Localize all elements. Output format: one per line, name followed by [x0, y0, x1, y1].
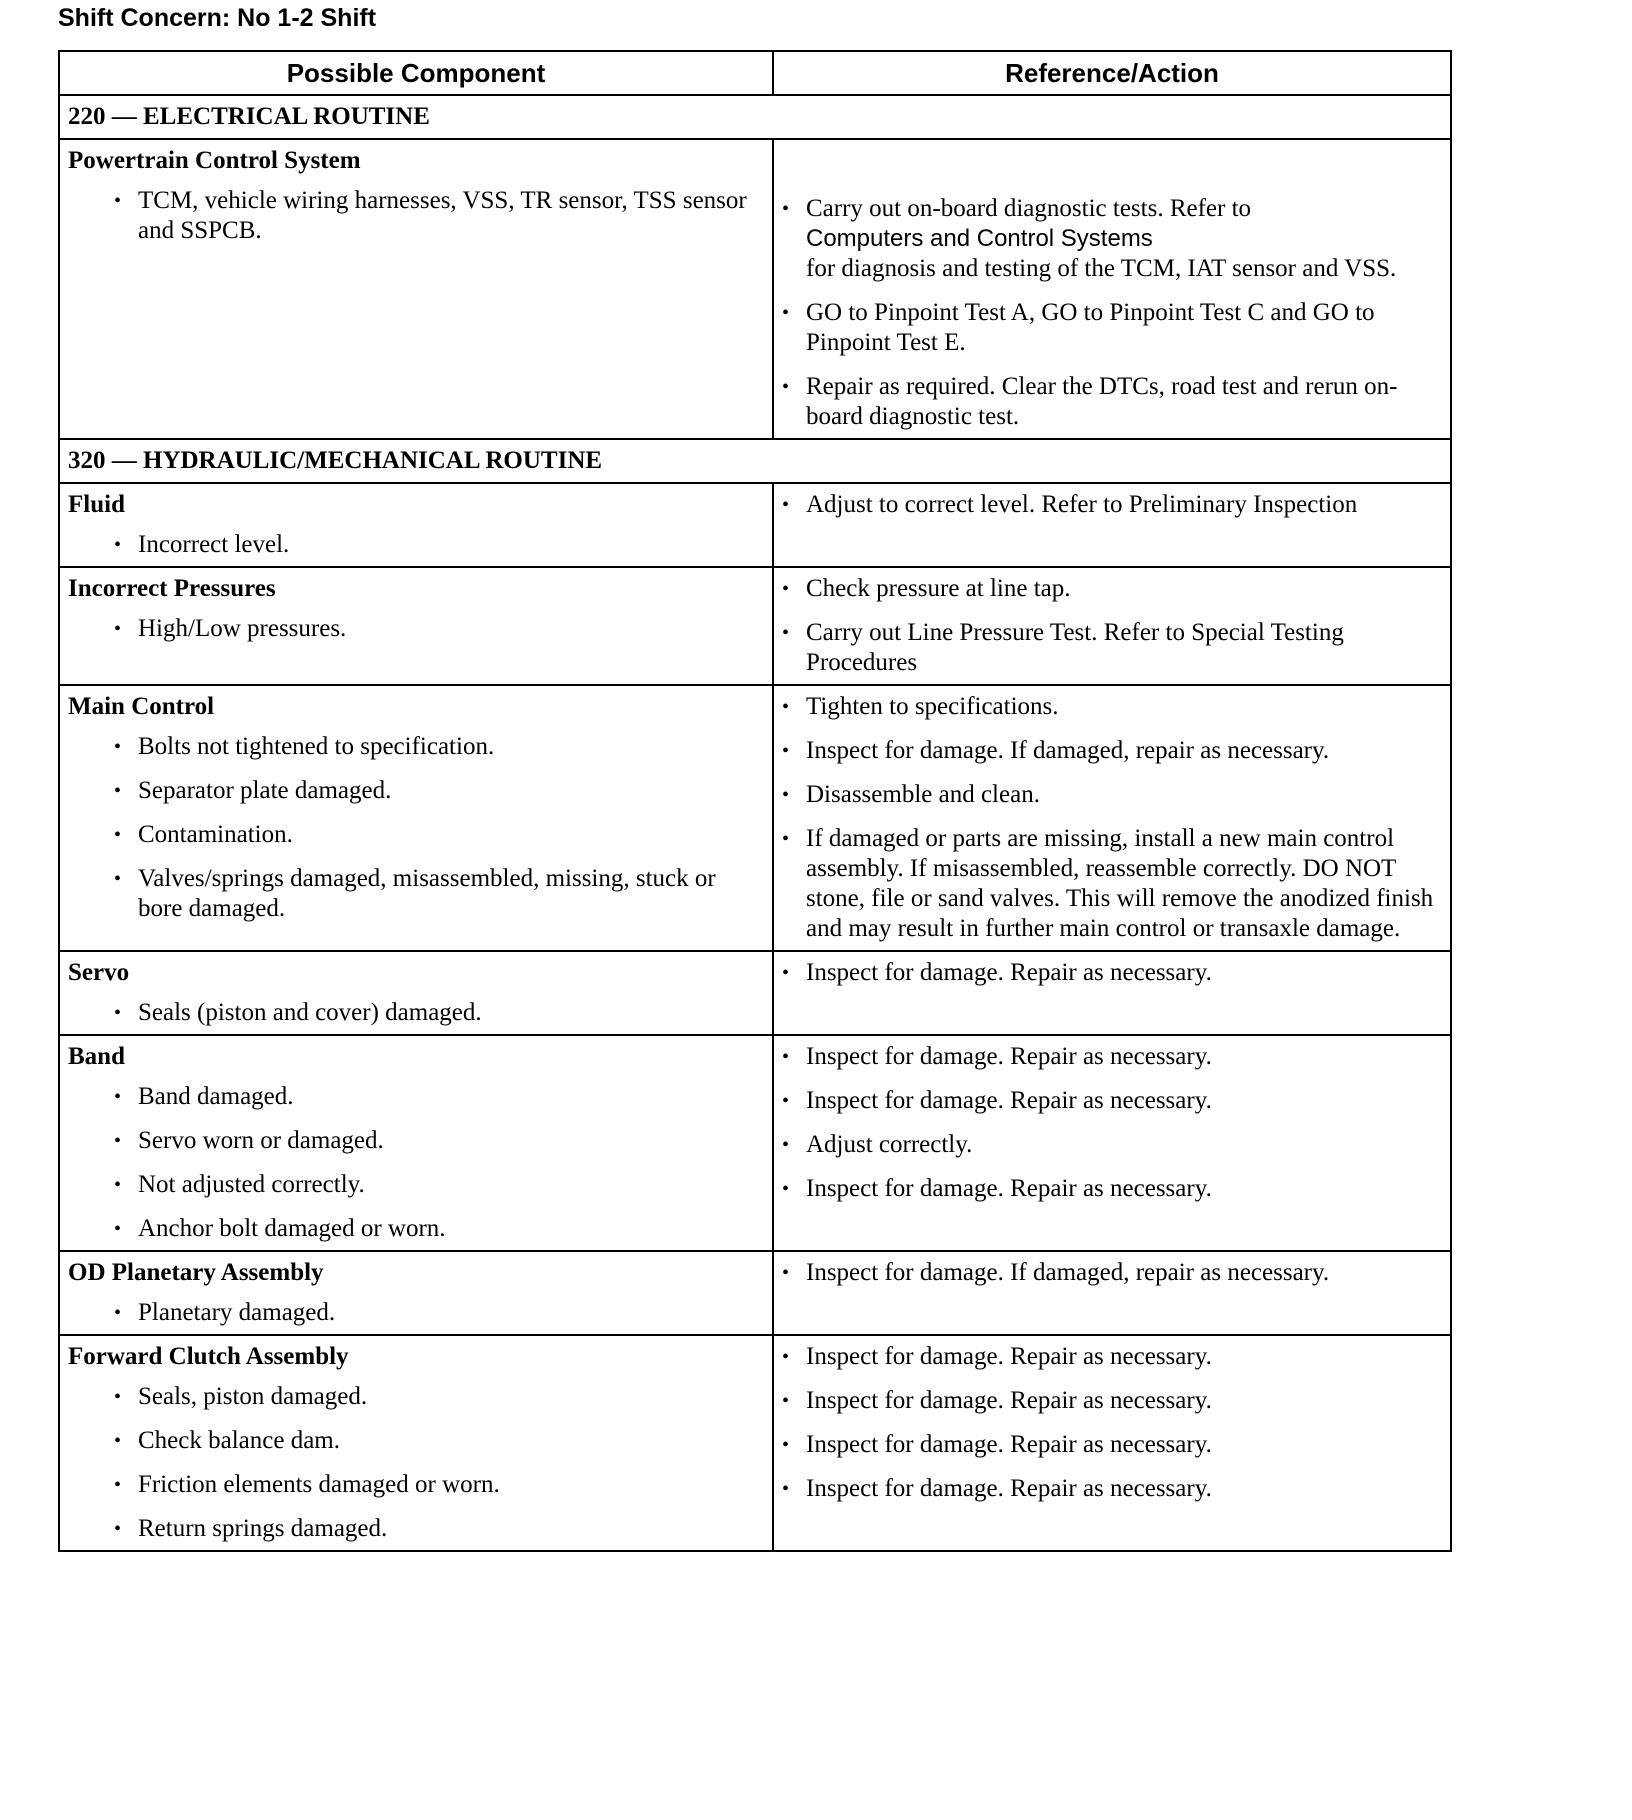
component-item: • Anchor bolt damaged or worn.: [114, 1214, 764, 1244]
column-header-component: Possible Component: [59, 51, 773, 95]
component-item: • Incorrect level.: [114, 530, 764, 560]
action-item: • If damaged or parts are missing, install a new main control assembly. If misassembled, reassemble correctly. DO NOT stone, file or sand valves. This will remove the anodized finish and may result in further main control or transaxle damage.: [782, 824, 1442, 944]
component-heading: Incorrect Pressures: [68, 575, 276, 602]
action-cell: [773, 685, 1451, 951]
action-cell: [773, 1251, 1451, 1335]
action-item: • Disassemble and clean.: [782, 780, 1442, 810]
component-item: • High/Low pressures.: [114, 614, 764, 644]
component-item: • Return springs damaged.: [114, 1514, 764, 1544]
table-row: [59, 1335, 1451, 1551]
table-row: [59, 1035, 1451, 1251]
action-item: • Inspect for damage. If damaged, repair as necessary.: [782, 1258, 1442, 1288]
action-item: • Inspect for damage. Repair as necessary.: [782, 1174, 1442, 1204]
routine-row: [59, 439, 1451, 483]
component-item: • Valves/springs damaged, misassembled, missing, stuck or bore damaged.: [114, 864, 764, 924]
component-cell: [59, 951, 773, 1035]
component-heading: Fluid: [68, 491, 125, 518]
component-item: • Bolts not tightened to specification.: [114, 732, 764, 762]
component-item: • Friction elements damaged or worn.: [114, 1470, 764, 1500]
action-item: • Inspect for damage. Repair as necessary.: [782, 1042, 1442, 1072]
action-item: • Inspect for damage. Repair as necessary.: [782, 1386, 1442, 1416]
action-cell: [773, 1035, 1451, 1251]
component-cell: [59, 483, 773, 567]
action-item: • Carry out Line Pressure Test. Refer to Special Testing Procedures: [782, 618, 1442, 678]
action-cell: [773, 567, 1451, 685]
table-row: [59, 1251, 1451, 1335]
action-item: • Tighten to specifications.: [782, 692, 1442, 722]
component-item: • TCM, vehicle wiring harnesses, VSS, TR sensor, TSS sensor and SSPCB.: [114, 186, 764, 246]
component-item: • Check balance dam.: [114, 1426, 764, 1456]
component-cell: [59, 567, 773, 685]
action-item: • Adjust to correct level. Refer to Preliminary Inspection: [782, 490, 1442, 520]
component-item: • Planetary damaged.: [114, 1298, 764, 1328]
page-title: Shift Concern: No 1-2 Shift: [58, 4, 377, 32]
component-heading: Band: [68, 1043, 125, 1070]
routine-label: 220 — ELECTRICAL ROUTINE: [59, 95, 1451, 139]
action-item: • Inspect for damage. Repair as necessary.: [782, 958, 1442, 988]
table-row: [59, 139, 1451, 439]
table-row: [59, 483, 1451, 567]
action-item: • Inspect for damage. Repair as necessary.: [782, 1474, 1442, 1504]
action-item: • Inspect for damage. Repair as necessary.: [782, 1342, 1442, 1372]
component-item: • Not adjusted correctly.: [114, 1170, 764, 1200]
action-item: • Repair as required. Clear the DTCs, road test and rerun on-board diagnostic test.: [782, 372, 1442, 432]
column-header-action: Reference/Action: [773, 51, 1451, 95]
routine-label: 320 — HYDRAULIC/MECHANICAL ROUTINE: [59, 439, 1451, 483]
component-cell: [59, 1035, 773, 1251]
component-item: • Separator plate damaged.: [114, 776, 764, 806]
routine-row: [59, 95, 1451, 139]
component-cell: [59, 685, 773, 951]
action-cell: [773, 951, 1451, 1035]
action-item: • GO to Pinpoint Test A, GO to Pinpoint Test C and GO to Pinpoint Test E.: [782, 298, 1442, 358]
action-cell: [773, 483, 1451, 567]
action-cell: [773, 139, 1451, 439]
component-item: • Contamination.: [114, 820, 764, 850]
table-row: [59, 567, 1451, 685]
action-text: • Carry out on-board diagnostic tests. Refer to: [806, 195, 1252, 222]
table-row: [59, 951, 1451, 1035]
action-item: • Check pressure at line tap.: [782, 574, 1442, 604]
component-cell: [59, 139, 773, 439]
table-row: [59, 685, 1451, 951]
action-item: • Adjust correctly.: [782, 1130, 1442, 1160]
component-cell: [59, 1335, 773, 1551]
action-cell: [773, 1335, 1451, 1551]
action-item: • Inspect for damage. Repair as necessary.: [782, 1430, 1442, 1460]
component-cell: [59, 1251, 773, 1335]
diagnosis-table: [58, 50, 1452, 1552]
component-heading: Powertrain Control System: [68, 147, 361, 174]
action-text: for diagnosis and testing of the TCM, IAT sensor and VSS.: [806, 255, 1397, 282]
component-item: • Seals (piston and cover) damaged.: [114, 998, 764, 1028]
action-item: • Inspect for damage. Repair as necessary.: [782, 1086, 1442, 1116]
component-item: • Servo worn or damaged.: [114, 1126, 764, 1156]
header-row: [59, 51, 1451, 95]
component-heading: Main Control: [68, 693, 215, 720]
component-heading: Servo: [68, 959, 130, 986]
action-item: • Inspect for damage. If damaged, repair as necessary.: [782, 736, 1442, 766]
reference-link: Computers and Control Systems: [806, 225, 1153, 252]
component-item: • Seals, piston damaged.: [114, 1382, 764, 1412]
component-heading: Forward Clutch Assembly: [68, 1343, 349, 1370]
action-item: [782, 194, 1442, 284]
component-heading: OD Planetary Assembly: [68, 1259, 324, 1286]
component-item: • Band damaged.: [114, 1082, 764, 1112]
